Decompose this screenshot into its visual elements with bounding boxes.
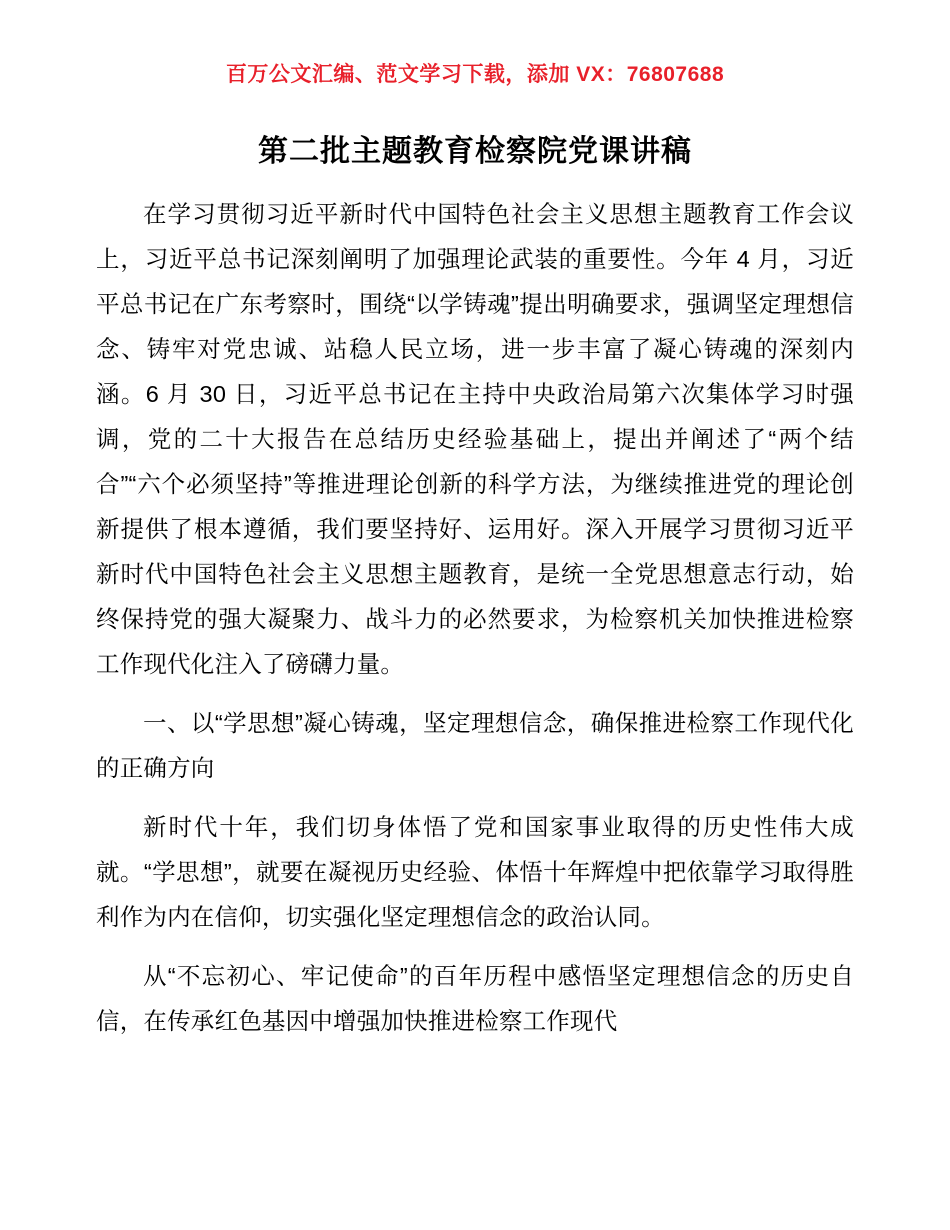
- paragraph: 在学习贯彻习近平新时代中国特色社会主义思想主题教育工作会议上，习近平总书记深刻阐明了加强理论武装的重要性。今年 4 月，习近平总书记在广东考察时，围绕“以学铸魂”提出明确要求，强调坚定理想信念、铸牢对党忠诚、站稳人民立场，进一步丰富了凝心铸魂的深刻内涵。6 月 30 日，习近平总书记在主持中央政治局第六次集体学习时强调，党的二十大报告在总结历史经验基础上，提出并阐述了“两个结合”“六个必须坚持”等推进理论创新的科学方法，为继续推进党的理论创新提供了根本遵循，我们要坚持好、运用好。深入开展学习贯彻习近平新时代中国特色社会主义思想主题教育，是统一全党思想意志行动，始终保持党的强大凝聚力、战斗力的必然要求，为检察机关加快推进检察工作现代化注入了磅礴力量。: [96, 201, 854, 677]
- document-body: [96, 192, 854, 1044]
- paragraph: 从“不忘初心、牢记使命”的百年历程中感悟坚定理想信念的历史自信，在传承红色基因中增强加快推进检察工作现代: [96, 963, 854, 1034]
- section-heading-1: 一、以“学思想”凝心铸魂，坚定理想信念，确保推进检察工作现代化的正确方向: [96, 710, 854, 781]
- paragraph: 新时代十年，我们切身体悟了党和国家事业取得的历史性伟大成就。“学思想”，就要在凝视历史经验、体悟十年辉煌中把依靠学习取得胜利作为内在信仰，切实强化坚定理想信念的政治认同。: [96, 814, 854, 930]
- page-title: 第二批主题教育检察院党课讲稿: [258, 135, 692, 168]
- watermark-banner: 百万公文汇编、范文学习下载，添加 VX：76807688: [225, 63, 725, 86]
